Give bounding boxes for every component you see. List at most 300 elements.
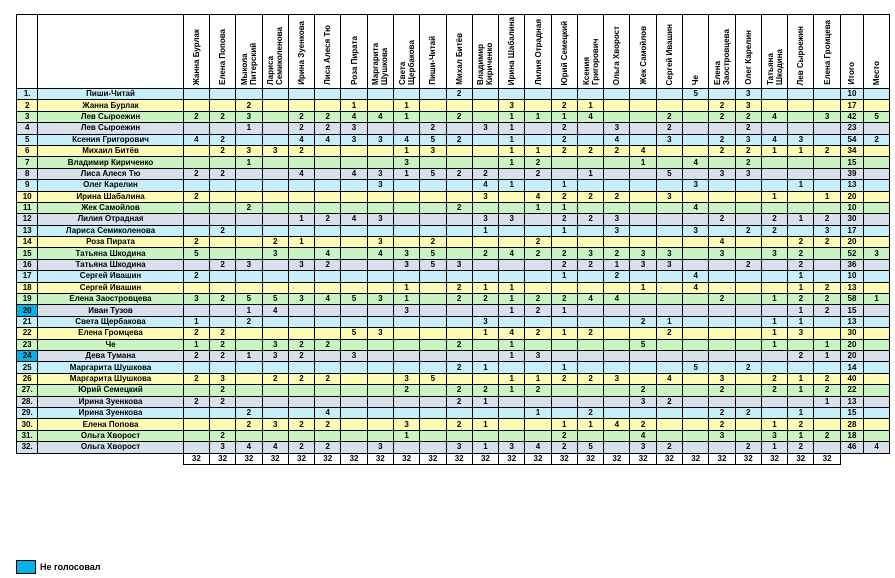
- score-cell: 4: [499, 248, 525, 259]
- score-cell: 3: [788, 328, 814, 339]
- score-cell: [209, 419, 235, 430]
- score-cell: 3: [446, 442, 472, 453]
- score-cell: [236, 248, 262, 259]
- row-number: 9: [17, 180, 38, 191]
- score-cell: 3: [367, 328, 393, 339]
- row-total: 15: [840, 305, 864, 316]
- score-cell: [367, 339, 393, 350]
- score-cell: [577, 350, 603, 361]
- column-header-label: Елена Громцева: [822, 20, 832, 85]
- score-cell: [604, 339, 630, 350]
- score-cell: [761, 282, 787, 293]
- score-cell: [288, 316, 314, 327]
- score-cell: [656, 350, 682, 361]
- score-cell: 5: [683, 362, 709, 373]
- score-cell: [393, 214, 419, 225]
- score-cell: 1: [788, 214, 814, 225]
- score-cell: [814, 202, 840, 213]
- score-cell: [656, 407, 682, 418]
- row-name: Ирина Шабалина: [38, 191, 183, 202]
- score-cell: 2: [236, 100, 262, 111]
- score-cell: [446, 100, 472, 111]
- footer-count: 32: [183, 453, 209, 464]
- score-cell: [315, 316, 341, 327]
- score-cell: [367, 157, 393, 168]
- score-cell: [183, 430, 209, 441]
- score-cell: 3: [367, 134, 393, 145]
- score-cell: 1: [393, 294, 419, 305]
- column-header-label: Ольга Хворост: [612, 25, 622, 85]
- score-cell: 1: [604, 259, 630, 270]
- score-cell: 2: [209, 225, 235, 236]
- footer-count: 32: [367, 453, 393, 464]
- score-cell: [630, 214, 656, 225]
- score-cell: [630, 294, 656, 305]
- score-cell: [446, 123, 472, 134]
- column-header-label: Лиса Алеся Тю: [323, 25, 333, 85]
- column-header-label: Ксения Григорович: [581, 38, 600, 85]
- score-cell: 3: [393, 305, 419, 316]
- column-header: [577, 15, 603, 89]
- score-cell: [656, 294, 682, 305]
- score-cell: 4: [367, 248, 393, 259]
- score-cell: [472, 373, 498, 384]
- score-cell: [420, 111, 446, 122]
- score-cell: [683, 385, 709, 396]
- score-cell: [262, 157, 288, 168]
- score-cell: 3: [341, 350, 367, 361]
- score-cell: 1: [761, 328, 787, 339]
- score-cell: [341, 316, 367, 327]
- score-cell: [709, 202, 735, 213]
- score-cell: [341, 259, 367, 270]
- score-cell: [341, 442, 367, 453]
- score-cell: 3: [499, 100, 525, 111]
- score-cell: 3: [341, 123, 367, 134]
- column-header-label: Света Щербакова: [397, 40, 416, 85]
- score-cell: [393, 407, 419, 418]
- score-cell: 2: [209, 134, 235, 145]
- score-cell: [551, 350, 577, 361]
- score-cell: [315, 191, 341, 202]
- score-cell: 5: [262, 294, 288, 305]
- score-cell: 2: [446, 294, 472, 305]
- score-cell: [525, 430, 551, 441]
- score-cell: [604, 442, 630, 453]
- row-place: [864, 214, 890, 225]
- score-cell: [262, 362, 288, 373]
- score-cell: 2: [630, 419, 656, 430]
- score-cell: 4: [341, 168, 367, 179]
- score-cell: 3: [472, 123, 498, 134]
- score-cell: [499, 225, 525, 236]
- column-header-label: Михал Битёв: [454, 33, 464, 85]
- score-cell: 2: [472, 168, 498, 179]
- score-cell: [209, 157, 235, 168]
- score-cell: 4: [341, 214, 367, 225]
- score-cell: 3: [630, 259, 656, 270]
- score-cell: 2: [183, 168, 209, 179]
- row-total: 15: [840, 407, 864, 418]
- column-header: [735, 15, 761, 89]
- score-cell: 3: [367, 237, 393, 248]
- score-cell: [236, 191, 262, 202]
- footer-count: 32: [499, 453, 525, 464]
- score-cell: [209, 271, 235, 282]
- score-cell: [446, 350, 472, 361]
- table-row: [17, 180, 890, 191]
- footer-count: 32: [735, 453, 761, 464]
- score-cell: 3: [209, 442, 235, 453]
- score-cell: 2: [446, 202, 472, 213]
- score-cell: [525, 362, 551, 373]
- column-header-label: Лилия Отрадная: [533, 19, 543, 85]
- table-row: [17, 396, 890, 407]
- table-row: [17, 145, 890, 156]
- score-cell: [604, 407, 630, 418]
- score-cell: [735, 385, 761, 396]
- row-place: [864, 225, 890, 236]
- score-cell: [577, 430, 603, 441]
- score-cell: [788, 191, 814, 202]
- score-cell: [262, 111, 288, 122]
- score-cell: [761, 202, 787, 213]
- score-cell: 2: [577, 373, 603, 384]
- score-cell: [630, 111, 656, 122]
- row-place: 1: [864, 294, 890, 305]
- table-row: [17, 100, 890, 111]
- score-cell: [367, 259, 393, 270]
- score-cell: 1: [288, 237, 314, 248]
- score-cell: [709, 328, 735, 339]
- row-total: 10: [840, 271, 864, 282]
- score-cell: [420, 328, 446, 339]
- column-header-label: Олег Карелин: [743, 30, 753, 85]
- score-cell: [761, 271, 787, 282]
- score-cell: [683, 430, 709, 441]
- score-cell: [604, 282, 630, 293]
- row-total: 14: [840, 362, 864, 373]
- score-cell: 3: [604, 373, 630, 384]
- row-name: Ирина Зуенкова: [38, 396, 183, 407]
- score-cell: 4: [499, 328, 525, 339]
- column-header: [420, 15, 446, 89]
- score-cell: [814, 328, 840, 339]
- score-cell: [367, 362, 393, 373]
- score-cell: [367, 385, 393, 396]
- score-cell: [735, 350, 761, 361]
- score-cell: 4: [315, 134, 341, 145]
- score-cell: [420, 339, 446, 350]
- score-cell: [341, 89, 367, 100]
- score-cell: 2: [315, 373, 341, 384]
- score-cell: 4: [236, 442, 262, 453]
- score-cell: [315, 89, 341, 100]
- score-cell: [420, 157, 446, 168]
- score-cell: 3: [630, 442, 656, 453]
- table-row: [17, 362, 890, 373]
- score-cell: [315, 168, 341, 179]
- score-cell: 2: [814, 373, 840, 384]
- score-cell: [288, 191, 314, 202]
- score-cell: [630, 191, 656, 202]
- score-cell: [683, 248, 709, 259]
- column-header: [761, 15, 787, 89]
- score-cell: 2: [525, 248, 551, 259]
- row-name: Лиса Алеся Тю: [38, 168, 183, 179]
- score-cell: 2: [735, 259, 761, 270]
- row-total: 18: [840, 430, 864, 441]
- footer-count: 32: [709, 453, 735, 464]
- header-num: [17, 15, 38, 89]
- score-cell: 2: [735, 123, 761, 134]
- footer-count: 32: [209, 453, 235, 464]
- score-cell: 2: [525, 157, 551, 168]
- score-cell: 2: [262, 373, 288, 384]
- row-name: Лев Сыроежин: [38, 123, 183, 134]
- row-place: 2: [864, 134, 890, 145]
- table-row: [17, 248, 890, 259]
- row-total: 10: [840, 89, 864, 100]
- footer-row: [17, 453, 890, 464]
- score-cell: [183, 305, 209, 316]
- score-cell: [577, 339, 603, 350]
- row-name: Лев Сыроежин: [38, 111, 183, 122]
- score-cell: [183, 362, 209, 373]
- table-row: [17, 237, 890, 248]
- row-total: 17: [840, 225, 864, 236]
- score-cell: 2: [551, 248, 577, 259]
- score-cell: [683, 373, 709, 384]
- row-number: 6: [17, 145, 38, 156]
- score-cell: [367, 191, 393, 202]
- table-row: [17, 407, 890, 418]
- row-place: 5: [864, 111, 890, 122]
- score-cell: [709, 442, 735, 453]
- score-cell: [472, 305, 498, 316]
- footer-count: 32: [236, 453, 262, 464]
- score-cell: [183, 259, 209, 270]
- score-cell: 2: [446, 396, 472, 407]
- row-place: 4: [864, 442, 890, 453]
- table-row: [17, 123, 890, 134]
- score-cell: [735, 328, 761, 339]
- score-cell: [288, 282, 314, 293]
- score-cell: 3: [604, 123, 630, 134]
- score-cell: 2: [709, 134, 735, 145]
- row-name: Михаил Битёв: [38, 145, 183, 156]
- score-cell: 2: [446, 339, 472, 350]
- score-cell: [367, 145, 393, 156]
- score-cell: [183, 442, 209, 453]
- score-cell: [183, 100, 209, 111]
- row-number: 8: [17, 168, 38, 179]
- score-cell: [604, 168, 630, 179]
- footer-count: 32: [788, 453, 814, 464]
- score-cell: 1: [499, 282, 525, 293]
- table-row: [17, 305, 890, 316]
- score-cell: [630, 362, 656, 373]
- score-cell: [656, 202, 682, 213]
- score-cell: [236, 396, 262, 407]
- score-cell: [761, 100, 787, 111]
- score-cell: 2: [315, 259, 341, 270]
- score-cell: [499, 191, 525, 202]
- score-cell: 1: [525, 145, 551, 156]
- score-cell: 3: [604, 214, 630, 225]
- score-cell: [709, 316, 735, 327]
- score-cell: [525, 100, 551, 111]
- row-name: Татьяна Шкодина: [38, 248, 183, 259]
- score-cell: 2: [709, 111, 735, 122]
- table-row: [17, 191, 890, 202]
- table-row: [17, 385, 890, 396]
- column-header: [551, 15, 577, 89]
- row-place: [864, 419, 890, 430]
- column-header-label: Пиши-Читай: [428, 36, 438, 85]
- row-name: Олег Карелин: [38, 180, 183, 191]
- score-cell: [315, 328, 341, 339]
- score-cell: [761, 123, 787, 134]
- row-name: Лилия Отрадная: [38, 214, 183, 225]
- score-cell: [341, 407, 367, 418]
- score-cell: 2: [551, 134, 577, 145]
- score-cell: 1: [393, 100, 419, 111]
- score-cell: 1: [814, 396, 840, 407]
- table-row: [17, 168, 890, 179]
- score-cell: 2: [420, 237, 446, 248]
- score-cell: [367, 373, 393, 384]
- header-place: [864, 15, 890, 89]
- score-cell: [236, 237, 262, 248]
- row-number: 15: [17, 248, 38, 259]
- score-cell: 2: [209, 259, 235, 270]
- score-cell: [183, 225, 209, 236]
- score-cell: [604, 362, 630, 373]
- score-cell: 2: [183, 237, 209, 248]
- column-header: [656, 15, 682, 89]
- score-cell: 2: [288, 123, 314, 134]
- row-place: [864, 328, 890, 339]
- score-cell: 2: [814, 282, 840, 293]
- score-cell: 2: [446, 89, 472, 100]
- score-cell: [525, 271, 551, 282]
- header-total: [840, 15, 864, 89]
- score-cell: [656, 89, 682, 100]
- score-cell: 4: [683, 282, 709, 293]
- score-cell: 2: [788, 350, 814, 361]
- score-cell: [420, 385, 446, 396]
- score-cell: [341, 419, 367, 430]
- score-cell: 1: [183, 316, 209, 327]
- row-place: [864, 385, 890, 396]
- score-cell: 2: [209, 294, 235, 305]
- score-cell: [788, 339, 814, 350]
- score-cell: 1: [236, 350, 262, 361]
- score-cell: 2: [814, 294, 840, 305]
- score-cell: [656, 419, 682, 430]
- score-cell: 2: [236, 407, 262, 418]
- score-cell: 1: [499, 294, 525, 305]
- score-cell: [236, 180, 262, 191]
- score-cell: [577, 123, 603, 134]
- score-cell: 2: [604, 191, 630, 202]
- score-cell: 2: [315, 442, 341, 453]
- score-cell: [315, 237, 341, 248]
- footer-count: 32: [341, 453, 367, 464]
- score-cell: [183, 282, 209, 293]
- score-cell: [420, 294, 446, 305]
- score-cell: 3: [656, 134, 682, 145]
- score-cell: [735, 396, 761, 407]
- table-row: [17, 373, 890, 384]
- score-cell: [209, 248, 235, 259]
- footer-count: 32: [604, 453, 630, 464]
- score-cell: 4: [630, 145, 656, 156]
- score-cell: 5: [420, 134, 446, 145]
- score-cell: 2: [446, 362, 472, 373]
- column-header: [341, 15, 367, 89]
- score-cell: [499, 271, 525, 282]
- score-cell: 3: [393, 157, 419, 168]
- row-number: 30.: [17, 419, 38, 430]
- table-row: [17, 225, 890, 236]
- score-cell: [656, 430, 682, 441]
- score-cell: 1: [499, 111, 525, 122]
- score-cell: [604, 202, 630, 213]
- score-cell: [420, 407, 446, 418]
- score-cell: [525, 225, 551, 236]
- score-cell: [656, 180, 682, 191]
- score-cell: [472, 157, 498, 168]
- score-cell: [262, 407, 288, 418]
- column-header: [236, 15, 262, 89]
- score-cell: 2: [814, 214, 840, 225]
- score-cell: [341, 248, 367, 259]
- score-cell: 3: [656, 191, 682, 202]
- score-cell: [551, 237, 577, 248]
- row-number: 20: [17, 305, 38, 316]
- column-header-label: Ирина Зуенкова: [296, 21, 306, 85]
- score-cell: [262, 134, 288, 145]
- score-cell: [630, 134, 656, 145]
- score-cell: [236, 339, 262, 350]
- score-cell: [446, 145, 472, 156]
- score-cell: 2: [551, 430, 577, 441]
- row-number: 32.: [17, 442, 38, 453]
- score-cell: [472, 237, 498, 248]
- row-place: [864, 282, 890, 293]
- score-cell: [525, 282, 551, 293]
- score-cell: [209, 316, 235, 327]
- row-total: 13: [840, 180, 864, 191]
- score-cell: 2: [262, 237, 288, 248]
- row-place: [864, 168, 890, 179]
- score-cell: 2: [209, 339, 235, 350]
- column-header: [288, 15, 314, 89]
- score-cell: 2: [288, 350, 314, 361]
- score-cell: 1: [761, 145, 787, 156]
- score-cell: 4: [683, 271, 709, 282]
- score-cell: 2: [315, 123, 341, 134]
- score-cell: 3: [420, 145, 446, 156]
- score-cell: [735, 271, 761, 282]
- score-cell: [393, 89, 419, 100]
- score-cell: [420, 362, 446, 373]
- row-number: 26: [17, 373, 38, 384]
- score-cell: [630, 180, 656, 191]
- column-header: [367, 15, 393, 89]
